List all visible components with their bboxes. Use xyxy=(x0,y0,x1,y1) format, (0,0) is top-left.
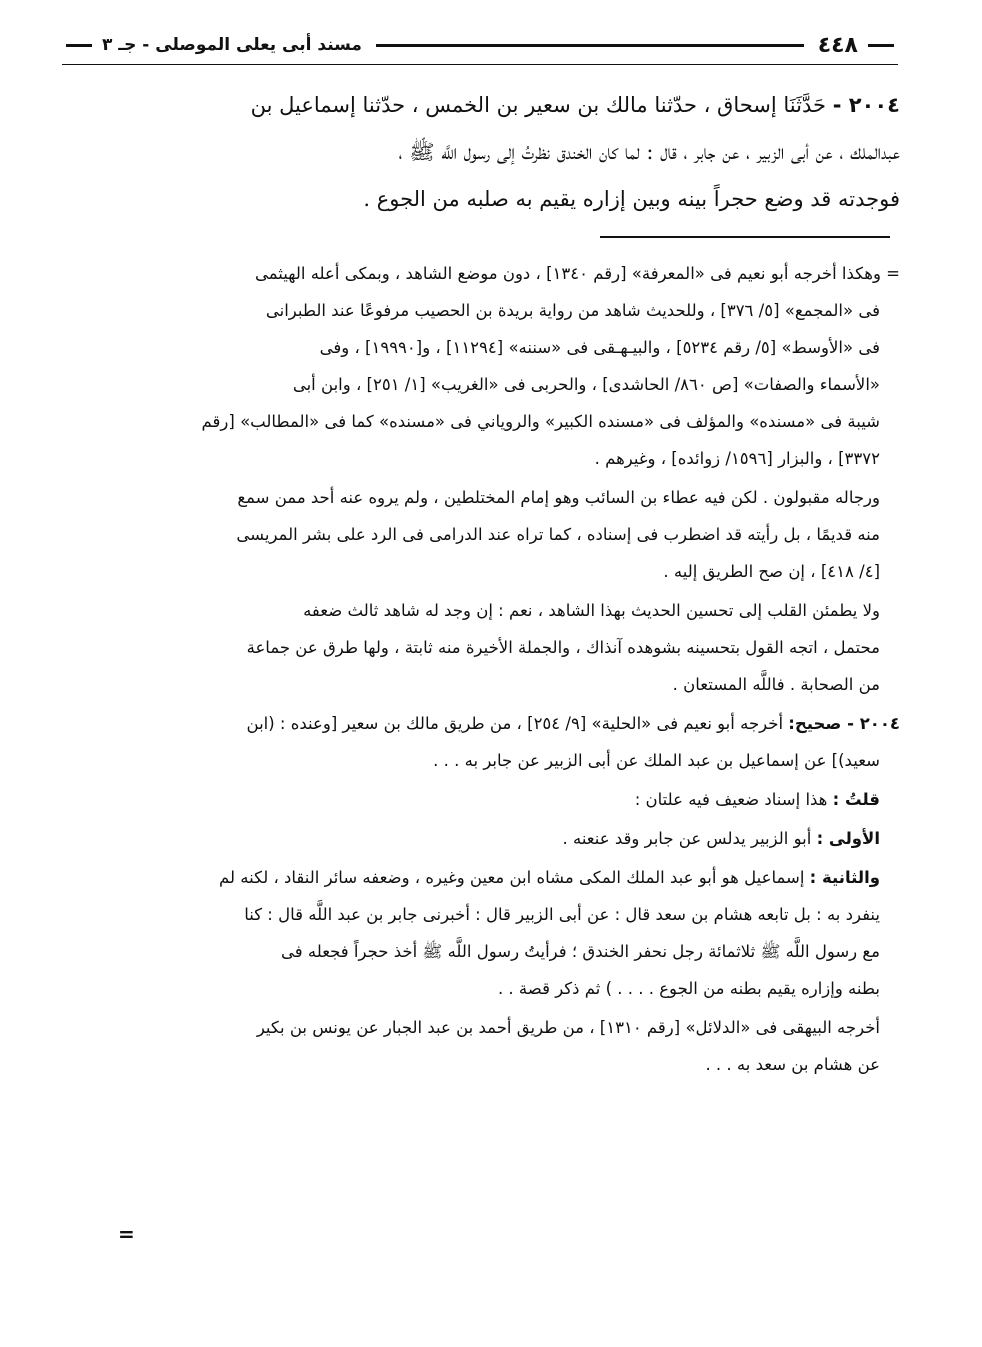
footnote-paragraph: والثانية : إسماعيل هو أبو عبد الملك المكى مشاه ابن معين وغيره ، وضعفه سائر النقاد ، لكنه لم ينفرد به : بل تابعه هشام بن سعد قال : عن أبى الزبير قال : أخبرنى جابر بن عبد اللَّه قال : كنا مع رسول اللَّه ﷺ ثلاثمائة رجل نحفر الخندق ؛ فرأيتُ رسول اللَّه ﷺ أخذ حجراً فجعله فى بطنه وإزاره يقيم بطنه من الجوع . . . . ) ثم ذكر قصة . . xyxy=(219,868,880,998)
header-dash xyxy=(66,44,92,47)
footnote-lead: ٢٠٠٤ - صحيح: xyxy=(788,714,900,733)
hadith-line: عبدالملك ، عن أبى الزبير ، عن جابر ، قال : لما كان الخندق نظرتُ إلى رسول اللَّه ﷺ ، xyxy=(398,140,900,164)
hadith-text xyxy=(70,82,900,223)
header-underline xyxy=(62,64,898,65)
footnote-paragraph: ورجاله مقبولون . لكن فيه عطاء بن السائب وهو إمام المختلطين ، ولم يروه عنه أحد ممن سمع منه قديمًا ، بل رأيته قد اضطرب فى إسناده ، كما تراه عند الدرامى فى الرد على بشر المريسى [٤/ ٤١٨] ، إن صح الطريق إليه . xyxy=(236,488,880,581)
footnote-paragraph: ٢٠٠٤ - صحيح: أخرجه أبو نعيم فى «الحلية» [٩/ ٢٥٤] ، من طريق مالك بن سعير [وعنده : (ابن سعيد)] عن إسماعيل بن عبد الملك عن أبى الزبير عن جابر به . . . xyxy=(246,714,900,770)
footnote-paragraph: قلتُ : هذا إسناد ضعيف فيه علتان : xyxy=(634,790,880,809)
footnote-paragraph: أخرجه البيهقى فى «الدلائل» [رقم ١٣١٠] ، من طريق أحمد بن عبد الجبار عن يونس بن بكير عن هشام بن سعد به . . . xyxy=(256,1018,880,1074)
footnote-lead: والثانية : xyxy=(809,868,880,887)
footnote-lead: قلتُ : xyxy=(832,790,880,809)
hadith-line: ٢٠٠٤ - حَدَّثَنَا إسحاق ، حدّثنا مالك بن سعير بن الخمس ، حدّثنا إسماعيل بن xyxy=(250,93,900,117)
hadith-line: فوجدته قد وضع حجراً بينه وبين إزاره يقيم به صلبه من الجوع . xyxy=(363,187,900,211)
footnote-separator xyxy=(600,236,890,238)
footnotes xyxy=(64,255,900,1083)
running-header xyxy=(62,28,898,62)
book-title: مسند أبى يعلى الموصلى - جـ ٣ xyxy=(102,35,362,55)
continuation-mark: = xyxy=(118,1222,135,1246)
footnote-lead: الأولى : xyxy=(816,829,880,848)
footnote-paragraph: = وهكذا أخرجه أبو نعيم فى «المعرفة» [رقم ١٣٤٠] ، دون موضع الشاهد ، وبمكى أعله الهيثمى فى «المجمع» [٥/ ٣٧٦] ، وللحديث شاهد من رواية بريدة بن الحصيب مرفوعًا عند الطبرانى فى «الأوسط» [٥/ رقم ٥٢٣٤] ، والبيـهـقى فى «سننه» [١١٢٩٤] ، و[١٩٩٩٠] ، وفى «الأسماء والصفات» [ص ٨٦٠/ الحاشدى] ، والحربى فى «الغريب» [١/ ٢٥١] ، وابن أبى شيبة فى «مسنده» والمؤلف فى «مسنده الكبير» والروياني فى «مسنده» كما فى «المطالب» [رقم ٣٣٧٢] ، والبزار [١٥٩٦/ زوائده] ، وغيرهم . xyxy=(201,264,900,468)
footnote-paragraph: الأولى : أبو الزبير يدلس عن جابر وقد عنعنه . xyxy=(562,829,880,848)
hadith-number: ٢٠٠٤ - xyxy=(832,93,900,117)
header-dash xyxy=(868,44,894,47)
header-rule-fill xyxy=(376,44,804,47)
footnote-paragraph: ولا يطمئن القلب إلى تحسين الحديث بهذا الشاهد ، نعم : إن وجد له شاهد ثالث ضعفه محتمل ، اتجه القول بتحسينه بشوهده آنذاك ، والجملة الأخيرة منه ثابتة ، ولها طرق عن جماعة من الصحابة . فاللَّه المستعان . xyxy=(246,601,880,694)
page-number: ٤٤٨ xyxy=(817,32,858,58)
